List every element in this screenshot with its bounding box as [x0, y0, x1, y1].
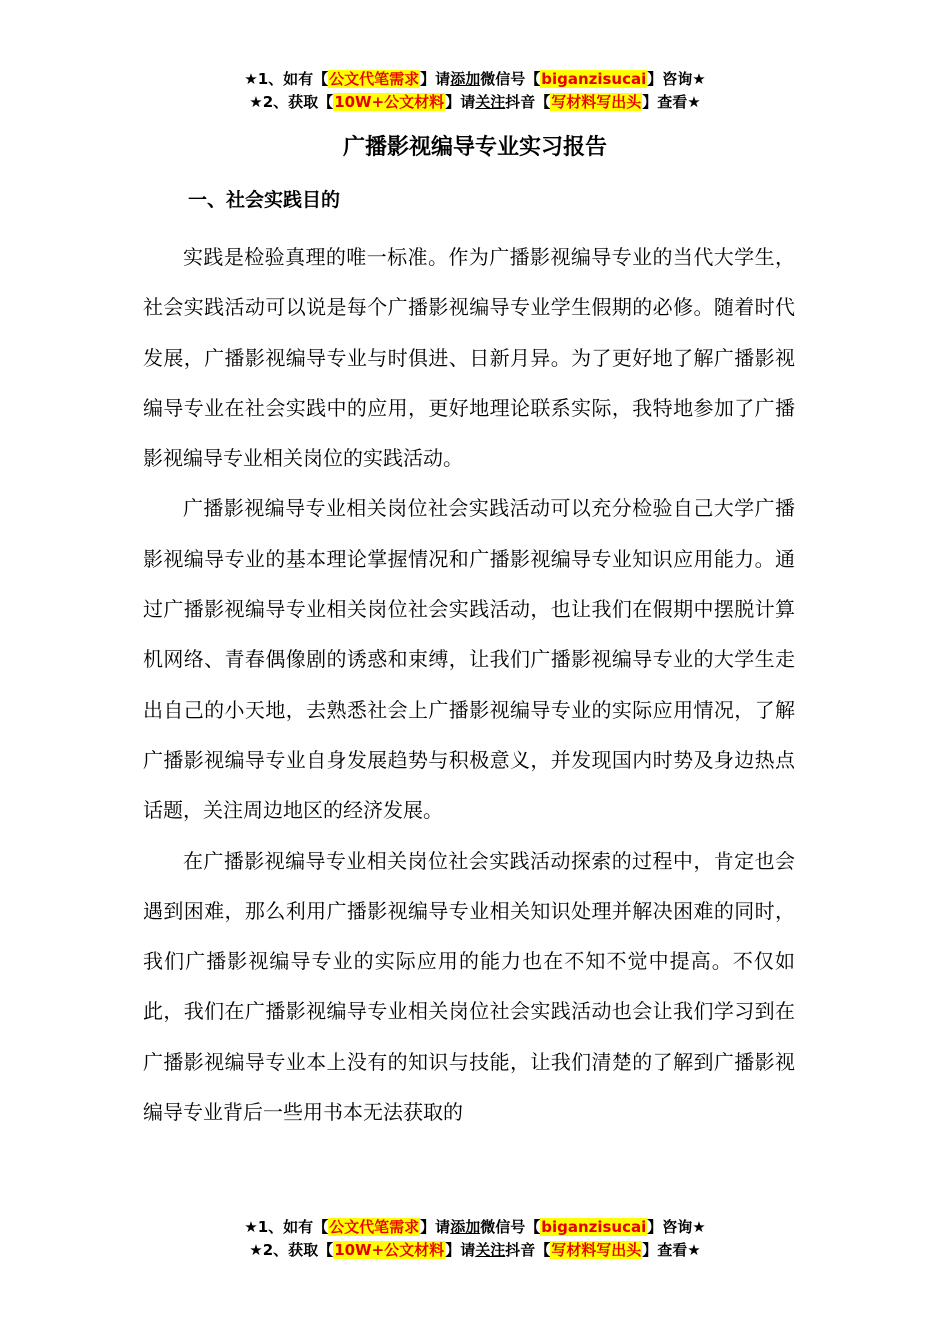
paragraph-2: 广播影视编导专业相关岗位社会实践活动可以充分检验自己大学广播影视编导专业的基本理论掌握情况和广播影视编导专业知识应用能力。通过广播影视编导专业相关岗位社会实践活动，也让我们在假期中摆脱计算机网络、青春偶像剧的诱惑和束缚，让我们广播影视编导专业的大学生走出自己的小天地，去熟悉社会上广播影视编导专业的实际应用情况，了解广播影视编导专业自身发展趋势与积极意义，并发现国内时势及身边热点话题，关注周边地区的经济发展。: [143, 496, 795, 823]
promo-line-2-mid1: 】请: [445, 93, 476, 111]
promo-line-1-mid2: 微信号【: [480, 70, 541, 88]
promo-highlight-wechat-id: biganzisucai: [541, 70, 647, 88]
paragraph-1: 实践是检验真理的唯一标准。作为广播影视编导专业的当代大学生，社会实践活动可以说是每个广播影视编导专业学生假期的必修。随着时代发展，广播影视编导专业与时俱进、日新月异。为了更好地了解广播影视编导专业在社会实践中的应用，更好地理论联系实际，我特地参加了广播影视编导专业相关岗位的实践活动。: [143, 245, 795, 471]
promo-line-1: [0, 1216, 950, 1239]
section-heading: 一、社会实践目的: [188, 189, 341, 211]
promo-line-1-prefix: ★1、如有【: [244, 1218, 329, 1236]
promo-underlined-follow: 关注: [475, 93, 506, 111]
promo-line-2-mid2: 抖音【: [505, 93, 551, 111]
promo-line-1-mid2: 微信号【: [480, 1218, 541, 1236]
paragraph-3: 在广播影视编导专业相关岗位社会实践活动探索的过程中，肯定也会遇到困难，那么利用广播影视编导专业相关知识处理并解决困难的同时，我们广播影视编导专业的实际应用的能力也在不知不觉中提高。不仅如此，我们在广播影视编导专业相关岗位社会实践活动也会让我们学习到在广播影视编导专业本上没有的知识与技能，让我们清楚的了解到广播影视编导专业背后一些用书本无法获取的: [143, 848, 795, 1125]
promo-underlined-add: 添加: [450, 70, 481, 88]
promo-line-1-mid1: 】请: [420, 70, 451, 88]
document-body: [143, 232, 795, 1137]
promo-highlight-materials: 10W+公文材料: [334, 1241, 445, 1259]
promo-line-1-suffix: 】咨询★: [647, 70, 706, 88]
promo-highlight-service: 公文代笔需求: [329, 70, 420, 88]
promo-highlight-douyin-id: 写材料写出头: [551, 1241, 642, 1259]
promo-line-2: [0, 91, 950, 114]
promo-line-1-prefix: ★1、如有【: [244, 70, 329, 88]
promo-line-2-suffix: 】查看★: [642, 93, 701, 111]
promo-highlight-materials: 10W+公文材料: [334, 93, 445, 111]
top-promo-banner: [0, 68, 950, 114]
promo-highlight-wechat-id: biganzisucai: [541, 1218, 647, 1236]
promo-line-2-mid2: 抖音【: [505, 1241, 551, 1259]
promo-line-2-suffix: 】查看★: [642, 1241, 701, 1259]
promo-line-2-prefix: ★2、获取【: [249, 93, 334, 111]
promo-underlined-follow: 关注: [475, 1241, 506, 1259]
document-title: 广播影视编导专业实习报告: [342, 135, 607, 160]
promo-line-2-prefix: ★2、获取【: [249, 1241, 334, 1259]
promo-line-1-mid1: 】请: [420, 1218, 451, 1236]
bottom-promo-banner: [0, 1216, 950, 1262]
promo-line-2-mid1: 】请: [445, 1241, 476, 1259]
promo-highlight-service: 公文代笔需求: [329, 1218, 420, 1236]
promo-line-2: [0, 1239, 950, 1262]
promo-highlight-douyin-id: 写材料写出头: [551, 93, 642, 111]
promo-line-1: [0, 68, 950, 91]
promo-underlined-add: 添加: [450, 1218, 481, 1236]
promo-line-1-suffix: 】咨询★: [647, 1218, 706, 1236]
